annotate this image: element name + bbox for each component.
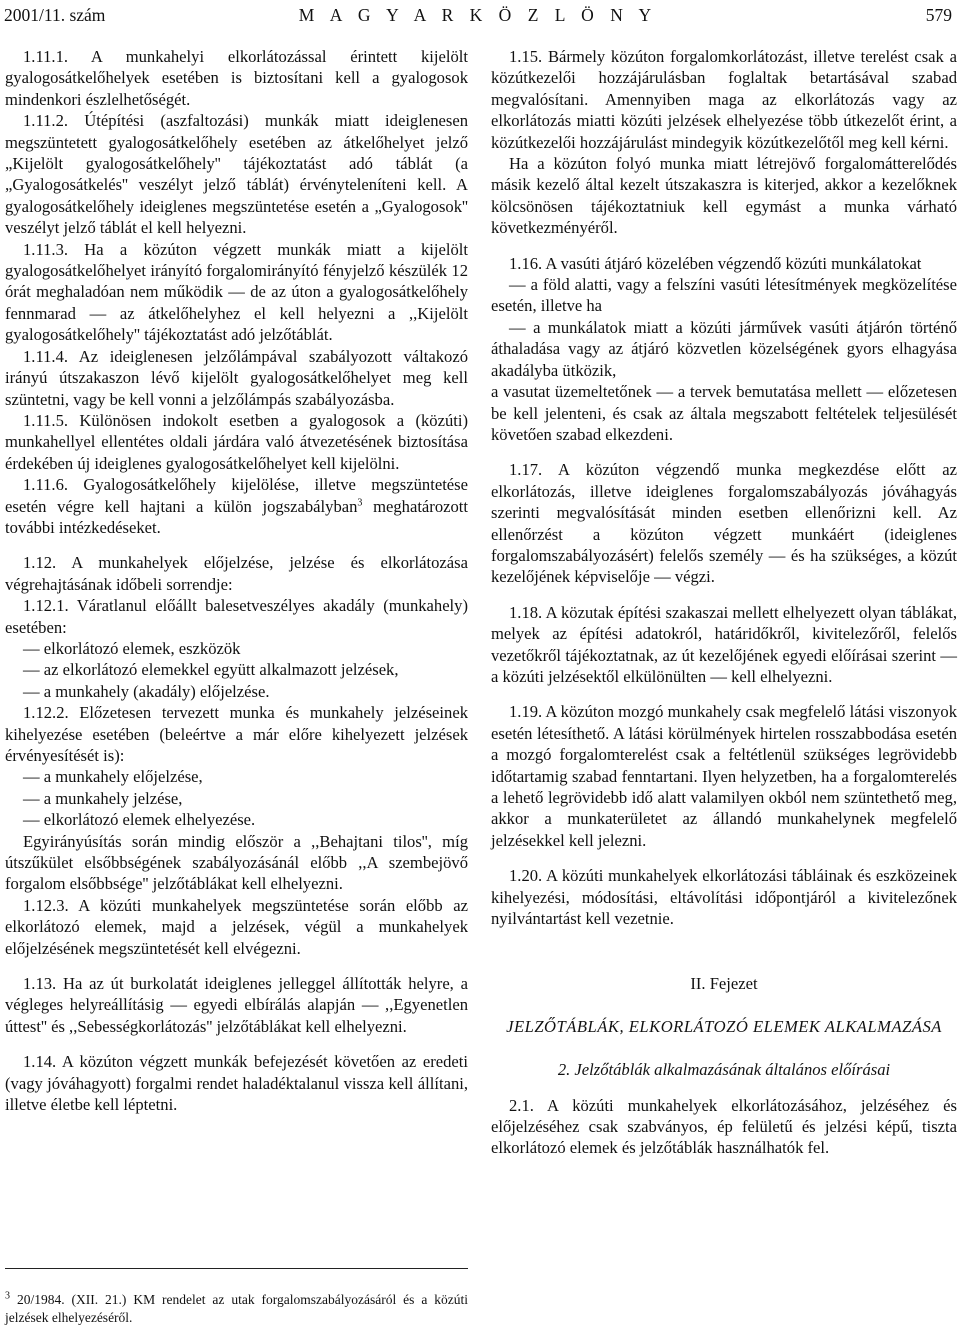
left-paragraph: — a munkahely jelzése,: [23, 788, 183, 808]
right-paragraphs: [491, 46, 957, 929]
right-paragraph: 1.20. A közúti munkahelyek elkorlátozási tábláinak és eszközeinek kihelyezési, módosítási, eltávolítási időpontjáról a kivitelezőnek nyilvántartást kell vezetnie.: [491, 866, 957, 929]
left-paragraph: — elkorlátozó elemek elhelyezése.: [23, 810, 256, 830]
left-paragraph: 1.11.6. Gyalogosátkelőhely kijelölése, illetve megszüntetése esetén végre kell hajtani a külön jogszabályban$^3$ meghatározott további intézkedéseket.: [5, 475, 468, 537]
left-paragraph: Egyirányúsítás során mindig először a ,,Behajtani tilos'', míg útszűkület elsőbbségének szabályozásánál előbb ,,A szembejövő forgalom elsőbbsége'' jelzőtáblákat kell elhelyezni.: [5, 831, 468, 894]
left-paragraph: 1.12. A munkahelyek előjelzése, jelzése és elkorlátozása végrehajtásának időbeli sorrendje:: [5, 553, 468, 594]
left-paragraph: 1.12.2. Előzetesen tervezett munka és munkahely jelzéseinek kihelyezése esetében (beleértve a már előre kihelyezett jelzések érvényesítését is):: [5, 703, 468, 765]
right-paragraph: a vasutat üzemeltetőnek — a tervek bemutatása mellett — előzetesen be kell jelenteni, és csak az általa megszabott feltételek teljesülését követően szabad elkezdeni.: [491, 382, 957, 444]
page-number: 579: [925, 5, 952, 25]
left-paragraph: — a munkahely előjelzése,: [23, 767, 203, 787]
section-subtitle: 2. Jelzőtáblák alkalmazásának általános előírásai: [557, 1060, 891, 1080]
left-paragraph: 1.11.5. Különösen indokolt esetben a gyalogosok a (közúti) munkahellyel ellentétes oldali járdára való átvezetésének biztosítása érdekében új ideiglenes gyalogosátkelőhelyet kell kijelölni.: [5, 410, 468, 473]
left-paragraph: — az elkorlátozó elemekkel együtt alkalmazott jelzések,: [23, 660, 399, 680]
issue-number: 2001/11. szám: [4, 5, 106, 25]
left-paragraph: 1.14. A közúton végzett munkák befejezését követően az eredeti (vagy jóváhagyott) forgalmi rendet haladéktalanul vissza kell állítani, illetve életbe kell léptetni.: [5, 1052, 468, 1115]
right-paragraph: 1.17. A közúton végzendő munka megkezdése előtt az elkorlátozás, illetve ideiglenes forgalomszabályozás jóváhagyás szerinti megvalósítását minden esetben ellenőrizni kell. Az ellenőrzést a közúton végzett munkáért (ideiglenes forgalomszabályozásért) felelős személy — és ha szükséges, a közút kezelőjének képviselője — végzi.: [491, 460, 957, 587]
left-paragraph: — elkorlátozó elemek, eszközök: [23, 638, 241, 658]
chapter-heading: II. Fejezet: [690, 974, 758, 994]
right-paragraph: Ha a közúton folyó munka miatt létrejövő forgalomátterelődés másik kezelő által kezelt útszakaszra is kiterjed, akkor a kezelőknek kölcsönösen tájékoztatniuk kell egymást a munka várható következményéről.: [491, 154, 957, 238]
left-paragraph: 1.12.3. A közúti munkahelyek megszüntetése során előbb az elkorlátozó elemek, majd a jelzések, végül a munkahelyek előjelzésének megszüntetését kell elvégezni.: [5, 895, 468, 958]
left-paragraph: 1.12.1. Váratlanul előállt balesetveszélyes akadály (munkahely) esetében:: [5, 596, 468, 637]
footnote-reference: 3: [357, 497, 363, 508]
footnote-text: 20/1984. (XII. 21.) KM rendelet az utak forgalomszabályozásáról és a közúti jelzések elhelyezéséről.: [5, 1292, 468, 1325]
left-paragraph: 1.11.1. A munkahelyi elkorlátozással érintett kijelölt gyalogosátkelőhelyek esetében is biztosítani kell a gyalogosok mindenkori észlelhetőségét.: [5, 47, 468, 109]
footnote-mark: 3: [5, 1290, 10, 1302]
left-column: [5, 46, 468, 1116]
left-paragraph: 1.11.4. Az ideiglenesen jelzőlámpával szabályozott váltakozó irányú útszakaszon lévő kijelölt gyalogosátkelőhelyet meg kell szüntetni, vagy be kell vonni a jelzőlámpás szabályozásba.: [5, 346, 468, 409]
right-paragraph: 1.15. Bármely közúton forgalomkorlátozást, illetve terelést csak a közútkezelői hozzájárulásban foglaltak betartásával szabad megvalósítani. Amennyiben maga az elkorlátozás vagy az elkorlátozás miatti közúti jelzések elhelyezése több útkezelőt érint, a közútkezelői hozzájárulást mindegyik közútkezelőtől meg kell kérni.: [491, 47, 957, 152]
right-column: [491, 46, 957, 1159]
right-paragraph: 1.16. A vasúti átjáró közelében végzendő közúti munkálatokat: [509, 253, 922, 273]
left-paragraph: 1.11.2. Útépítési (aszfaltozási) munkák miatt ideiglenesen megszüntetett gyalogosátkelőhely esetében az átkelőhelyet jelző „Kijelölt gyalogosátkelőhely'' tájékoztatást adó táblát (a „Gyalogosátkelés'' veszélyt jelző táblát) érvényteleníteni kell. A gyalogosátkelőhely ideiglenes megszüntetése esetén a „Gyalogosok'' veszélyt jelző táblát el kell helyezni.: [5, 111, 468, 238]
right-paragraph: — a föld alatti, vagy a felszíni vasúti létesítmények megközelítése esetén, illetve ha: [491, 275, 957, 316]
footnote: [5, 1268, 468, 1327]
chapter-title: JELZŐTÁBLÁK, ELKORLÁTOZÓ ELEMEK ALKALMAZÁSA: [506, 1016, 942, 1036]
right-paragraph: 1.19. A közúton mozgó munkahely csak megfelelő látási viszonyok esetén létesíthető. A látási körülmények hirtelen rosszabbodása esetén a mozgó forgalomterelést csak a feltétlenül szükséges legrövidebb időtartamig szabad fenntartani. Ilyen helyzetben, ha a forgalomterelés a lehető legrövidebb idő alatt valamilyen okból nem szüntethető meg, akkor a munkaterületet az állandó munkahelynek megfelelő jelzésekkel kell jelezni.: [491, 702, 957, 850]
journal-title: M A G Y A R K Ö Z L Ö N Y: [298, 5, 658, 25]
right-paragraph: — a munkálatok miatt a közúti járművek vasúti átjárón történő áthaladása vagy az átjáró közvetlen közelségének gyors elhagyása akadályba ütközik,: [491, 317, 957, 380]
left-paragraph: 1.11.3. Ha a közúton végzett munkák miatt a kijelölt gyalogosátkelőhelyet irányító forgalomirányító fényjelző készülék 12 órát meghaladóan nem működik — de az úton a gyalogosátkelőhely fennmarad — az átkelőhelyhez el kell helyezni a ,,Kijelölt gyalogosátkelőhely'' tájékoztatást adó jelzőtáblát.: [5, 239, 468, 345]
right-paragraph: 1.18. A közutak építési szakaszai mellett elhelyezett olyan táblákat, melyek az építési adatokról, határidőkről, kivitelezőről, felelős vezetőkről tájékoztatnak, az út kezelőjének egyedi előírásai szerint — a közúti jelzésektől elkülönülten — kell elhelyezni.: [491, 602, 957, 686]
left-paragraph: 1.13. Ha az út burkolatát ideiglenes jelleggel állították helyre, a végleges helyreállításig — egyedi elbírálás alapján — ,,Egyenetlen úttest'' és ,,Sebességkorlátozás'' jelzőtáblákat kell elhelyezni.: [5, 974, 468, 1036]
page-header: [4, 4, 952, 26]
paragraph-2-1: 2.1. A közúti munkahelyek elkorlátozásához, jelzéséhez és előjelzéséhez csak szabványos, ép felületű és jelzési képű, tiszta elkorlátozó elemek és jelzőtáblák használhatók fel.: [491, 1095, 957, 1158]
left-paragraph: — a munkahely (akadály) előjelzése.: [23, 681, 270, 701]
